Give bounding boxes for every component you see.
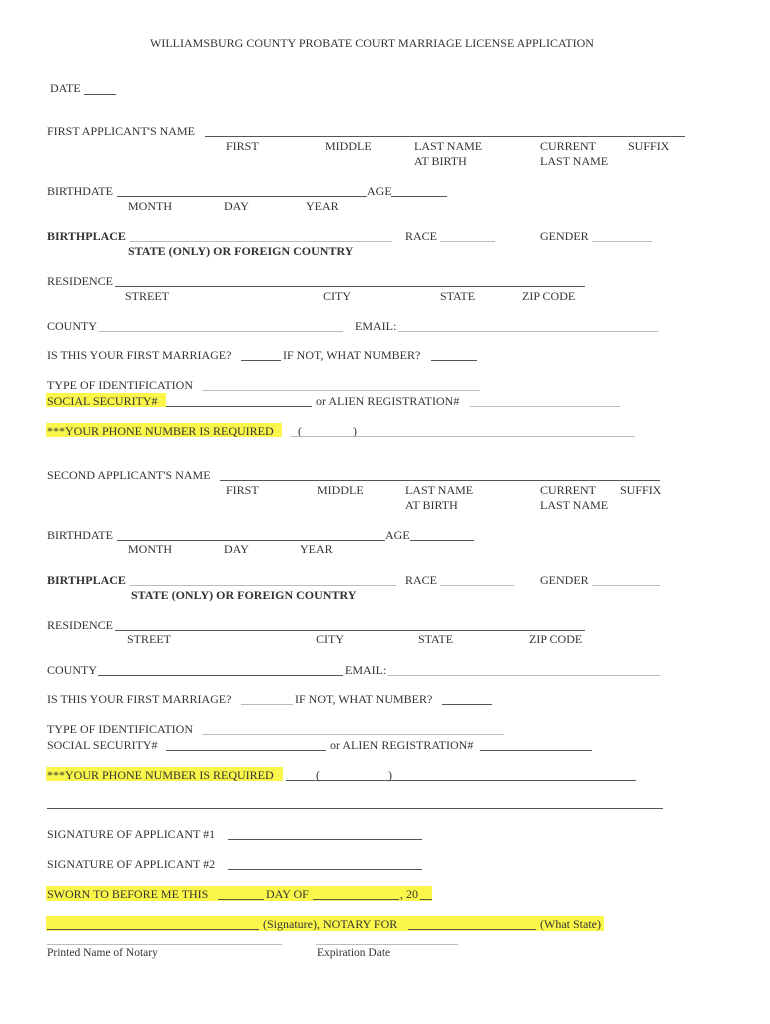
- month-caption: MONTH: [128, 199, 172, 213]
- signature-1-field[interactable]: [228, 839, 422, 840]
- day-of-label: DAY OF: [266, 887, 309, 901]
- first-marriage-label: IS THIS YOUR FIRST MARRIAGE?: [47, 692, 232, 706]
- first-marriage-label: IS THIS YOUR FIRST MARRIAGE?: [47, 348, 232, 362]
- expiration-date-field[interactable]: [316, 944, 458, 945]
- last-name-caption: LAST NAME: [414, 139, 483, 153]
- zip-caption: ZIP CODE: [529, 632, 583, 646]
- phone-paren-close: ): [353, 424, 357, 438]
- middle-name-caption: MIDDLE: [317, 483, 364, 497]
- ssn-label: SOCIAL SECURITY#: [47, 738, 158, 752]
- first-name-caption: FIRST: [226, 139, 259, 153]
- ssn-label: SOCIAL SECURITY#: [47, 394, 158, 408]
- first-applicant-name-field[interactable]: [205, 136, 685, 137]
- age-label: AGE: [385, 528, 410, 542]
- county-label: COUNTY: [47, 663, 97, 677]
- phone-field[interactable]: [286, 780, 636, 781]
- city-caption: CITY: [316, 632, 344, 646]
- day-caption: DAY: [224, 199, 249, 213]
- alien-registration-label: or ALIEN REGISTRATION#: [330, 738, 474, 752]
- alien-registration-field[interactable]: [480, 750, 592, 751]
- birthplace-label: BIRTHPLACE: [47, 229, 126, 243]
- birthdate-label: BIRTHDATE: [47, 528, 113, 542]
- ssn-field[interactable]: [166, 406, 312, 407]
- email-label: EMAIL:: [355, 319, 397, 333]
- day-caption: DAY: [224, 542, 249, 556]
- age-field[interactable]: [391, 196, 447, 197]
- at-birth-caption: AT BIRTH: [414, 154, 467, 168]
- printed-name-caption: Printed Name of Notary: [47, 947, 158, 959]
- id-type-field[interactable]: [202, 734, 504, 735]
- birthdate-field[interactable]: [117, 540, 385, 541]
- notary-signature-label: (Signature), NOTARY FOR: [263, 917, 398, 931]
- race-label: RACE: [405, 573, 438, 587]
- alien-registration-label: or ALIEN REGISTRATION#: [316, 394, 460, 408]
- sworn-year-field[interactable]: [420, 899, 432, 900]
- current-caption: CURRENT: [540, 139, 597, 153]
- race-label: RACE: [405, 229, 438, 243]
- second-applicant-name-label: SECOND APPLICANT'S NAME: [47, 468, 211, 482]
- phone-paren-open: (: [316, 768, 320, 782]
- county-label: COUNTY: [47, 319, 97, 333]
- residence-field[interactable]: [115, 630, 585, 631]
- id-type-field[interactable]: [202, 390, 480, 391]
- id-type-label: TYPE OF IDENTIFICATION: [47, 722, 193, 736]
- month-caption: MONTH: [128, 542, 172, 556]
- birthplace-field[interactable]: [130, 585, 396, 586]
- signature-2-label: SIGNATURE OF APPLICANT #2: [47, 857, 216, 871]
- birthdate-label: BIRTHDATE: [47, 184, 113, 198]
- id-type-label: TYPE OF IDENTIFICATION: [47, 378, 193, 392]
- year-caption: YEAR: [306, 199, 339, 213]
- suffix-caption: SUFFIX: [620, 483, 662, 497]
- middle-name-caption: MIDDLE: [325, 139, 372, 153]
- notary-state-field[interactable]: [408, 929, 536, 930]
- date-field[interactable]: [84, 94, 116, 95]
- street-caption: STREET: [125, 289, 169, 303]
- first-applicant-name-label: FIRST APPLICANT'S NAME: [47, 124, 195, 138]
- form-title: WILLIAMSBURG COUNTY PROBATE COURT MARRIAGE LICENSE APPLICATION: [150, 36, 594, 50]
- second-applicant-name-field[interactable]: [220, 480, 660, 481]
- residence-label: RESIDENCE: [47, 274, 113, 288]
- age-label: AGE: [367, 184, 392, 198]
- birthplace-caption: STATE (ONLY) OR FOREIGN COUNTRY: [131, 588, 357, 602]
- birthdate-field[interactable]: [117, 196, 367, 197]
- first-marriage-field[interactable]: [241, 704, 293, 705]
- current-caption: CURRENT: [540, 483, 597, 497]
- birthplace-caption: STATE (ONLY) OR FOREIGN COUNTRY: [128, 244, 354, 258]
- phone-field[interactable]: [290, 436, 635, 437]
- zip-caption: ZIP CODE: [522, 289, 576, 303]
- marriage-number-field[interactable]: [442, 704, 492, 705]
- date-label: DATE: [50, 81, 81, 95]
- gender-field[interactable]: [592, 241, 652, 242]
- phone-label: ***YOUR PHONE NUMBER IS REQUIRED: [47, 424, 274, 438]
- state-caption: STATE: [418, 632, 454, 646]
- marriage-number-field[interactable]: [431, 360, 477, 361]
- email-label: EMAIL:: [345, 663, 387, 677]
- year-caption: YEAR: [300, 542, 333, 556]
- what-state-label: (What State): [540, 917, 601, 931]
- state-caption: STATE: [440, 289, 476, 303]
- phone-paren-close: ): [388, 768, 392, 782]
- age-field[interactable]: [410, 540, 474, 541]
- race-field[interactable]: [440, 241, 495, 242]
- county-field[interactable]: [98, 331, 343, 332]
- residence-label: RESIDENCE: [47, 618, 113, 632]
- year-prefix-label: , 20: [400, 887, 418, 901]
- expiration-date-caption: Expiration Date: [317, 947, 391, 959]
- city-caption: CITY: [323, 289, 351, 303]
- marriage-number-label: IF NOT, WHAT NUMBER?: [295, 692, 433, 706]
- gender-field[interactable]: [592, 585, 660, 586]
- signature-2-field[interactable]: [228, 869, 422, 870]
- signature-1-label: SIGNATURE OF APPLICANT #1: [47, 827, 216, 841]
- sworn-month-field[interactable]: [313, 899, 399, 900]
- birthplace-field[interactable]: [130, 241, 392, 242]
- phone-label: ***YOUR PHONE NUMBER IS REQUIRED: [47, 768, 274, 782]
- email-field[interactable]: [388, 675, 660, 676]
- last-name-caption: LAST NAME: [405, 483, 474, 497]
- section-divider: [47, 808, 663, 809]
- alien-registration-field[interactable]: [470, 406, 620, 407]
- current-last-name-caption: LAST NAME: [540, 154, 609, 168]
- ssn-field[interactable]: [166, 750, 326, 751]
- suffix-caption: SUFFIX: [628, 139, 670, 153]
- county-field[interactable]: [98, 675, 343, 676]
- marriage-number-label: IF NOT, WHAT NUMBER?: [283, 348, 421, 362]
- sworn-day-field[interactable]: [218, 899, 264, 900]
- at-birth-caption: AT BIRTH: [405, 498, 458, 512]
- first-name-caption: FIRST: [226, 483, 259, 497]
- current-last-name-caption: LAST NAME: [540, 498, 609, 512]
- first-marriage-field[interactable]: [241, 360, 281, 361]
- street-caption: STREET: [127, 632, 171, 646]
- race-field[interactable]: [440, 585, 514, 586]
- gender-label: GENDER: [540, 229, 589, 243]
- residence-field[interactable]: [115, 286, 585, 287]
- birthplace-label: BIRTHPLACE: [47, 573, 126, 587]
- email-field[interactable]: [398, 331, 658, 332]
- sworn-label: SWORN TO BEFORE ME THIS: [47, 887, 209, 901]
- gender-label: GENDER: [540, 573, 589, 587]
- phone-paren-open: (: [298, 424, 302, 438]
- printed-name-field[interactable]: [47, 944, 282, 945]
- notary-signature-field[interactable]: [47, 929, 259, 930]
